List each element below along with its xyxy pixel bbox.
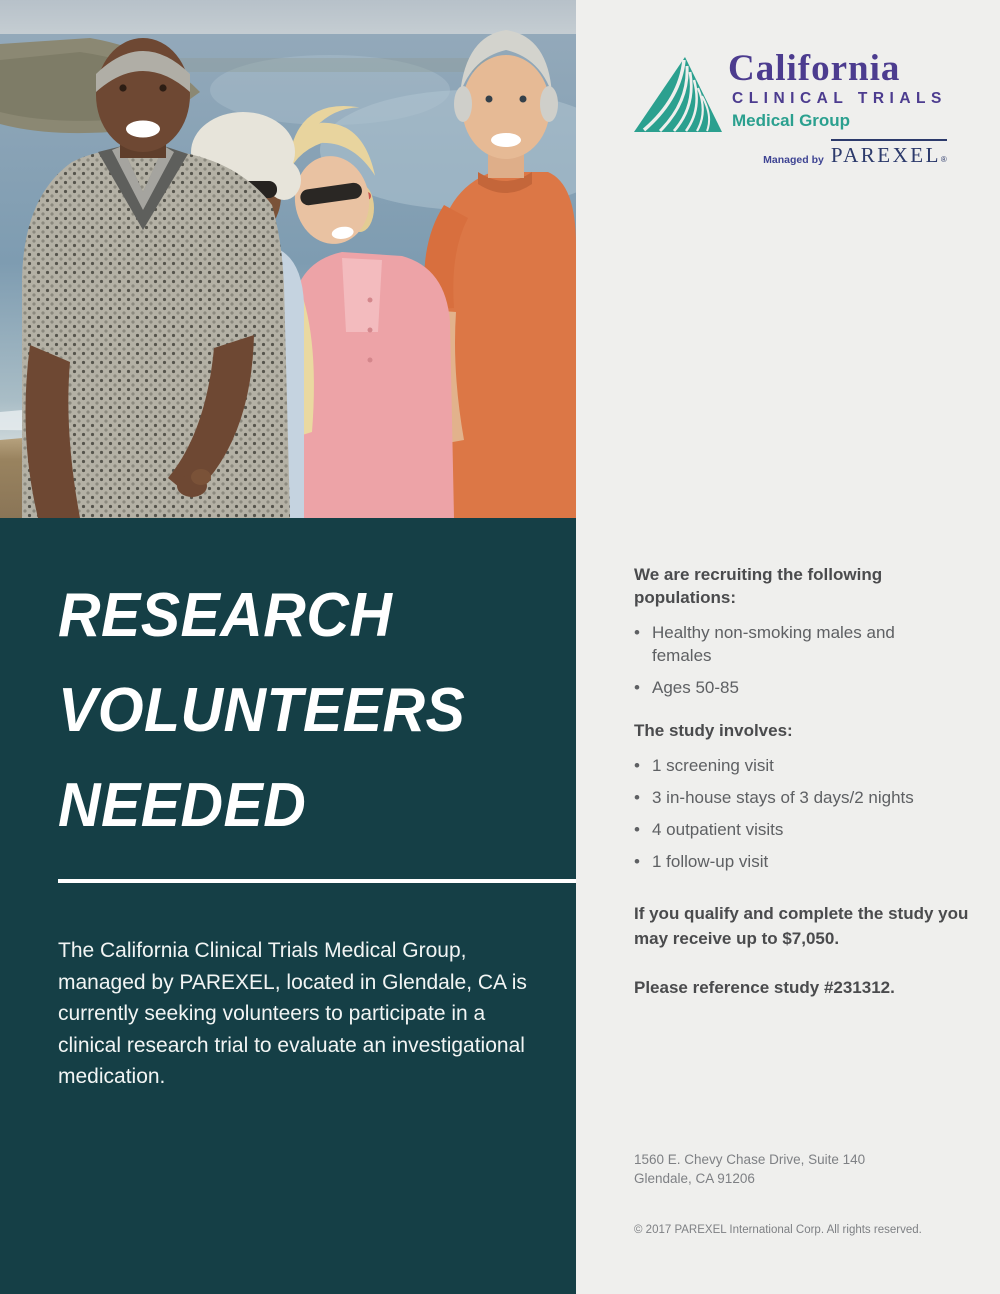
study-reference: Please reference study #231312. bbox=[634, 978, 895, 997]
managed-by-row bbox=[728, 139, 947, 168]
headline bbox=[58, 568, 550, 853]
brand-name: California bbox=[728, 48, 901, 89]
brand-group: Medical Group bbox=[732, 111, 851, 130]
recruiting-heading: We are recruiting the following populations: bbox=[634, 565, 883, 607]
study-list bbox=[634, 754, 970, 873]
intro-paragraph: The California Clinical Trials Medical Group, managed by PAREXEL, located in Glendale, CA is currently seeking volunteers to participate in a clinical research trial to evaluate an investigational medication. bbox=[58, 939, 527, 1088]
list-item bbox=[634, 818, 970, 841]
bullet-glyph: • bbox=[634, 820, 640, 839]
study-details bbox=[634, 563, 970, 1000]
parexel-wordmark: PAREXEL® bbox=[831, 139, 947, 168]
copyright-notice: © 2017 PAREXEL International Corp. All rights reserved. bbox=[634, 1224, 922, 1236]
bullet-glyph: • bbox=[634, 623, 640, 642]
list-item-text: Ages 50-85 bbox=[652, 678, 739, 697]
hero-photo bbox=[0, 0, 576, 518]
bullet-glyph: • bbox=[634, 756, 640, 775]
headline-line-1: RESEARCH bbox=[58, 581, 393, 650]
study-heading: The study involves: bbox=[634, 721, 793, 740]
list-item-text: 4 outpatient visits bbox=[652, 820, 784, 839]
right-column bbox=[576, 0, 1000, 1294]
brand-wordmark bbox=[728, 50, 947, 168]
address-block bbox=[634, 1150, 970, 1188]
registered-mark: ® bbox=[940, 155, 947, 164]
headline-line-2: VOLUNTEERS bbox=[58, 676, 466, 745]
list-item bbox=[634, 676, 934, 699]
compensation-note: If you qualify and complete the study you may receive up to $7,050. bbox=[634, 904, 969, 948]
list-item-text: 3 in-house stays of 3 days/2 nights bbox=[652, 788, 914, 807]
list-item-text: Healthy non-smoking males and females bbox=[652, 623, 895, 665]
managed-by-label: Managed by bbox=[763, 154, 824, 166]
bullet-glyph: • bbox=[634, 678, 640, 697]
brand-logo bbox=[634, 50, 970, 168]
headline-line-3: NEEDED bbox=[58, 771, 307, 840]
beach-photo-illustration bbox=[0, 0, 576, 518]
brand-triangle-icon bbox=[634, 54, 722, 134]
list-item bbox=[634, 621, 934, 667]
list-item bbox=[634, 786, 970, 809]
list-item-text: 1 follow-up visit bbox=[652, 852, 769, 871]
list-item bbox=[634, 850, 970, 873]
brand-subtitle: CLINICAL TRIALS bbox=[732, 90, 947, 107]
headline-rule bbox=[58, 879, 576, 883]
list-item-text: 1 screening visit bbox=[652, 756, 774, 775]
address-line-1: 1560 E. Chevy Chase Drive, Suite 140 bbox=[634, 1152, 866, 1167]
bullet-glyph: • bbox=[634, 852, 640, 871]
address-line-2: Glendale, CA 91206 bbox=[634, 1171, 755, 1186]
recruiting-list bbox=[634, 621, 934, 699]
list-item bbox=[634, 754, 970, 777]
teal-panel bbox=[0, 518, 576, 1294]
bullet-glyph: • bbox=[634, 788, 640, 807]
